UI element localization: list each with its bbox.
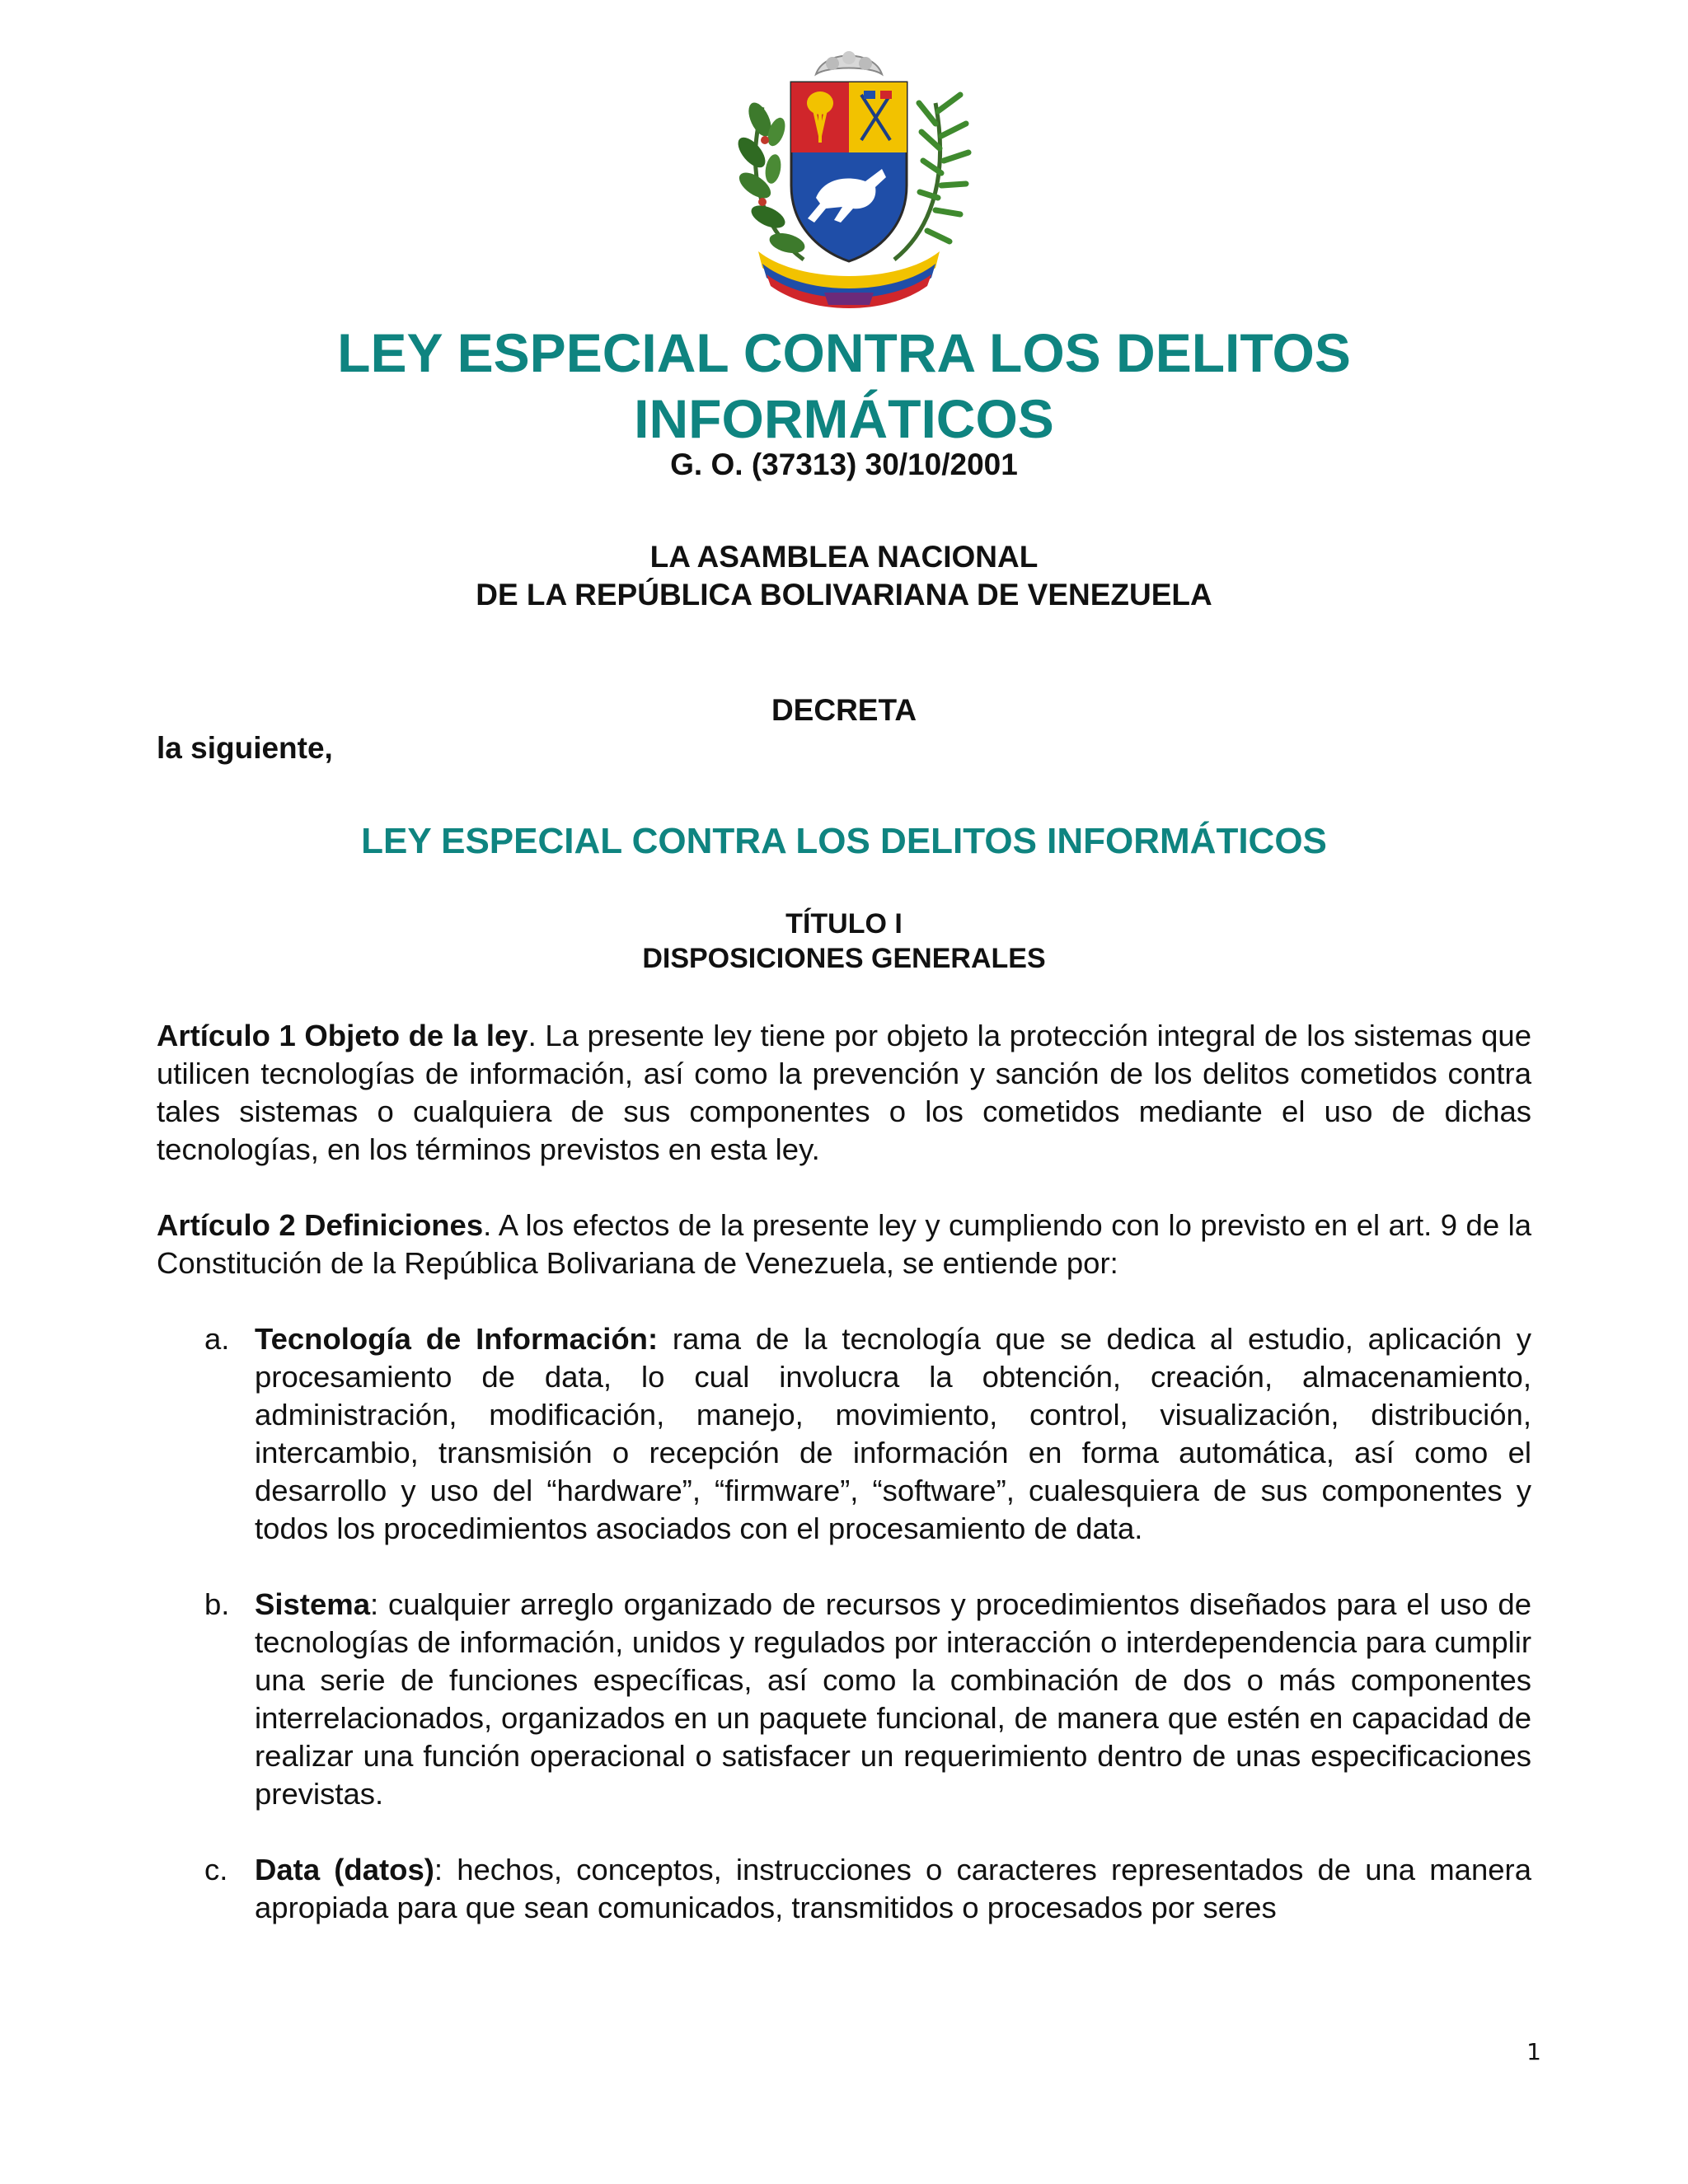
assembly-line-2: DE LA REPÚBLICA BOLIVARIANA DE VENEZUELA: [476, 578, 1212, 612]
shield-icon: [791, 82, 907, 261]
article-2-text: . A los efectos de la presente ley y cumpliendo con lo previsto en el art. 9 de la Constitución de la República Bolivariana de Venezuela, se entiende por:: [157, 1208, 1531, 1280]
titulo-name: DISPOSICIONES GENERALES: [642, 943, 1046, 974]
definition-letter: c.: [204, 1853, 228, 1886]
definition-term: Data (datos): [255, 1853, 434, 1886]
definition-term: Sistema: [255, 1587, 370, 1621]
assembly-line-1: LA ASAMBLEA NACIONAL: [649, 540, 1039, 574]
definition-text: : hechos, conceptos, instrucciones o caracteres representados de una manera apropiada para que sean comunicados, transmitidos o procesados por seres: [255, 1853, 1531, 1924]
article-1-text: . La presente ley tiene por objeto la protección integral de los sistemas que utilicen tecnologías de información, así como la prevención y sanción de los delitos cometidos contra tales sistemas o cualquiera de sus componentes o los cometidos mediante el uso de dichas tecnologías, en los términos previstos en esta ley.: [157, 1019, 1531, 1166]
page-number: 1: [1526, 2038, 1541, 2065]
article-1: [157, 1017, 1531, 1169]
titulo-number: TÍTULO I: [785, 908, 903, 940]
definitions-list: [157, 1320, 1531, 1927]
coat-of-arms-emblem: [725, 45, 973, 317]
definition-text: : cualquier arreglo organizado de recursos y procedimientos diseñados para el uso de tecnologías de información, unidos y regulados por interacción o interdependencia para cumplir una serie de funciones específicas, así como la combinación de dos o más componentes interrelacionados, organizados en un paquete funcional, de manera que estén en capacidad de realizar una función operacional o satisfacer un requerimiento dentro de unas especificaciones previstas.: [255, 1587, 1531, 1811]
article-2-heading: Artículo 2 Definiciones: [157, 1208, 484, 1242]
article-2: [157, 1207, 1531, 1282]
main-title-line-2: INFORMÁTICOS: [634, 388, 1054, 449]
law-main-title: [157, 320, 1531, 452]
definition-item-c: [157, 1851, 1531, 1927]
decreta-heading: DECRETA: [771, 693, 917, 727]
definition-term: Tecnología de Información:: [255, 1322, 659, 1356]
document-body: [157, 1017, 1531, 1965]
definition-text: rama de la tecnología que se dedica al estudio, aplicación y procesamiento de data, lo cual involucra la obtención, creación, almacenamiento, administración, modificación, manejo, movimiento, control, visualización, distribución, intercambio, transmisión o recepción de información en forma automática, así como el desarrollo y uso del “hardware”, “firmware”, “software”, cualesquiera de sus componentes y todos los procedimientos asociados con el procesamiento de data.: [255, 1322, 1532, 1545]
cornucopia-icon: [816, 51, 882, 74]
main-title-line-1: LEY ESPECIAL CONTRA LOS DELITOS: [337, 322, 1351, 383]
la-siguiente-text: la siguiente,: [157, 731, 333, 765]
gazette-reference: G. O. (37313) 30/10/2001: [670, 448, 1018, 481]
definition-letter: b.: [204, 1587, 230, 1621]
law-subtitle: LEY ESPECIAL CONTRA LOS DELITOS INFORMÁTICOS: [361, 821, 1327, 861]
assembly-heading: [157, 538, 1531, 614]
article-1-heading: Artículo 1 Objeto de la ley: [157, 1019, 528, 1052]
definition-letter: a.: [204, 1322, 230, 1356]
title-section-heading: [157, 907, 1531, 976]
definition-item-a: [157, 1320, 1531, 1548]
definition-item-b: [157, 1586, 1531, 1813]
